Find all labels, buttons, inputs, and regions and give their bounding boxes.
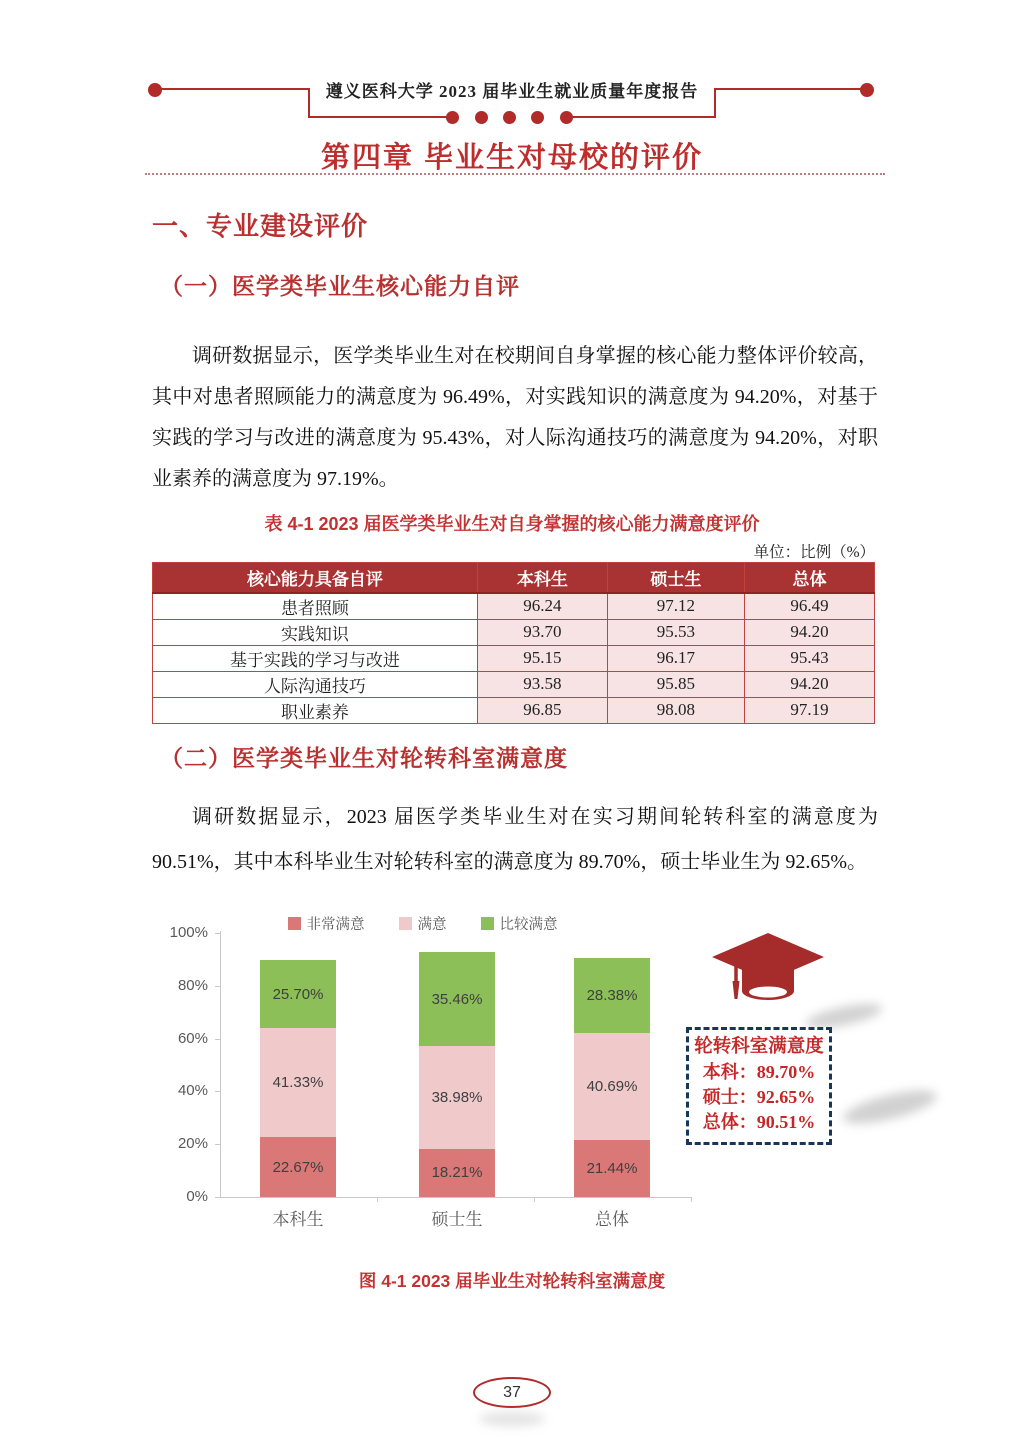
x-axis-tick [534,1197,535,1202]
bar-segment: 18.21% [419,1149,495,1197]
y-axis-tick [215,986,220,987]
table-row [153,645,875,671]
table-cell-value: 94.20 [745,619,875,645]
y-axis-tick [215,1091,220,1092]
y-tick-label: 0% [186,1188,208,1205]
y-axis-tick [215,1039,220,1040]
legend-swatch-icon [481,917,494,930]
y-tick-label: 60% [177,1029,208,1047]
table-cell-value: 94.20 [745,671,875,697]
header-dot [503,111,516,124]
table-cell-value: 96.17 [607,645,744,671]
callout-shadow [841,1084,940,1131]
header-dot [446,111,459,124]
table-caption: 表 4-1 2023 届医学类毕业生对自身掌握的核心能力满意度评价 [264,514,760,534]
legend-label: 满意 [417,917,447,933]
table-cell-value: 97.12 [607,593,744,620]
report-title: 遵义医科大学 2023 届毕业生就业质量年度报告 [325,82,699,101]
category-label: 总体 [595,1210,629,1229]
table-cell-value: 95.85 [607,671,744,697]
table-cell-value: 98.08 [607,697,744,723]
table-column-header: 本科生 [477,563,607,593]
bar-segment: 22.67% [260,1137,336,1197]
legend-label: 非常满意 [306,917,365,933]
callout-line: 总体：90.51% [702,1112,816,1132]
table-row [153,697,875,723]
y-axis-tick [215,1144,220,1145]
table-cell-value: 96.49 [745,593,875,620]
category-label: 本科生 [272,1210,324,1229]
callout-lines [693,1060,825,1135]
table-cell-value: 96.85 [477,697,607,723]
legend-swatch-icon [399,917,412,930]
y-axis [220,931,221,1198]
y-axis-tick [215,1197,220,1198]
legend-item [481,913,558,934]
table-cell-value: 95.15 [477,645,607,671]
section-heading-1: 一、专业建设评价 [152,211,369,241]
table-cell-value: 93.58 [477,671,607,697]
legend-swatch-icon [288,917,301,930]
table-row [153,671,875,697]
page-number-badge [473,1377,551,1408]
legend-label: 比较满意 [499,917,558,933]
y-tick-label: 40% [177,1082,208,1100]
legend-item [399,913,447,934]
page-number-reflection [479,1412,545,1426]
paragraph-core-ability: 调研数据显示，医学类毕业生对在校期间自身掌握的核心能力整体评价较高，其中对患者照顾能力的满意度为 96.49%，对实践知识的满意度为 94.20%，对基于实践的学习与改进的满意度为 95.43%，对人际沟通技巧的满意度为 94.20%，对职业素养的满意度为 97.19%。 [152,345,878,490]
stacked-bar-chart [150,905,890,1250]
table-column-header: 总体 [745,563,875,593]
header-line [570,116,716,118]
header-line [308,116,450,118]
x-axis-tick [691,1197,692,1202]
table-row-label: 基于实践的学习与改进 [153,645,478,671]
bar-segment: 25.70% [260,960,336,1028]
table-body [153,593,875,724]
table-column-header: 核心能力具备自评 [153,563,478,593]
dotted-separator [145,173,885,175]
chapter-title: 第四章 毕业生对母校的评价 [320,142,704,174]
chart-legend [150,913,695,934]
table-row-label: 职业素养 [153,697,478,723]
table-row-label: 实践知识 [153,619,478,645]
category-label: 硕士生 [431,1210,483,1229]
table-row-label: 患者照顾 [153,593,478,620]
bar-segment: 28.38% [574,958,650,1033]
table-unit-note: 单位：比例（%） [753,544,875,561]
subsection-heading-1a: （一）医学类毕业生核心能力自评 [160,273,520,299]
y-tick-label: 100% [169,924,208,941]
table-cell-value: 97.19 [745,697,875,723]
y-tick-label: 20% [177,1135,208,1153]
bar-segment: 41.33% [260,1028,336,1137]
table-cell-value: 93.70 [477,619,607,645]
subsection-heading-1b: （二）医学类毕业生对轮转科室满意度 [160,745,568,771]
callout-title: 轮转科室满意度 [694,1037,824,1057]
bar-segment: 38.98% [419,1046,495,1149]
page-number: 37 [503,1383,521,1401]
callout-line: 硕士：92.65% [702,1087,816,1107]
header-dot [531,111,544,124]
graduation-cap-icon [708,931,828,1011]
table-row-label: 人际沟通技巧 [153,671,478,697]
paragraph-rotation-satisfaction: 调研数据显示，2023 届医学类毕业生对在实习期间轮转科室的满意度为 90.51%，其中本科毕业生对轮转科室的满意度为 89.70%，硕士毕业生为 92.65%。 [152,806,878,873]
table-row [153,619,875,645]
x-axis [220,1197,692,1198]
table-header [153,563,875,593]
bar-segment: 21.44% [574,1140,650,1197]
callout-line: 本科：89.70% [702,1062,816,1082]
bar-segment: 40.69% [574,1033,650,1140]
rotation-satisfaction-callout [686,1027,832,1145]
legend-item [288,913,365,934]
header-dot [475,111,488,124]
table-column-header: 硕士生 [607,563,744,593]
y-axis-tick [215,933,220,934]
table-row [153,593,875,620]
y-tick-label: 80% [177,976,208,994]
figure-caption: 图 4-1 2023 届毕业生对轮转科室满意度 [358,1271,666,1291]
core-ability-table [152,562,875,724]
table-cell-value: 96.24 [477,593,607,620]
x-axis-tick [377,1197,378,1202]
bar-segment: 35.46% [419,952,495,1046]
table-cell-value: 95.43 [745,645,875,671]
table-cell-value: 95.53 [607,619,744,645]
